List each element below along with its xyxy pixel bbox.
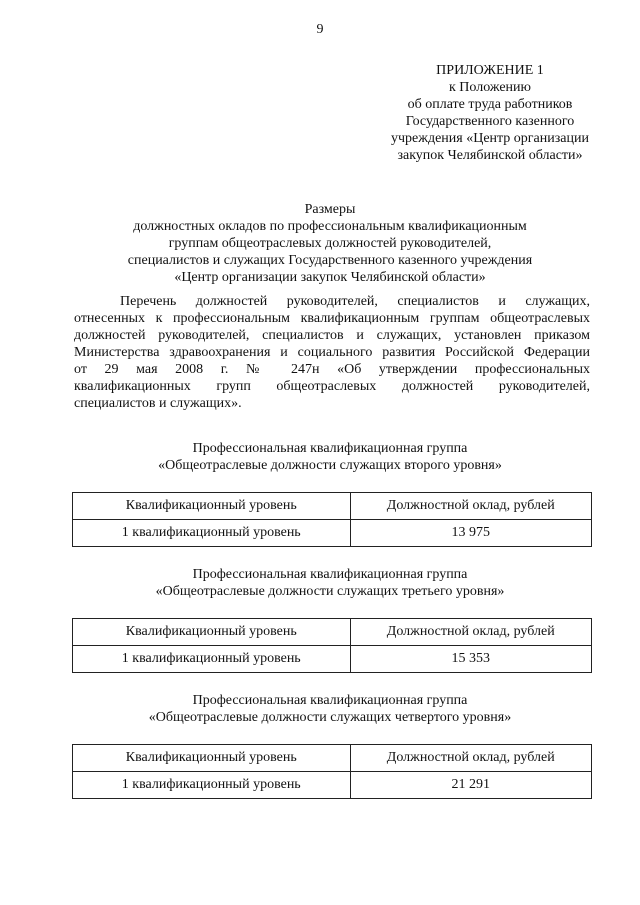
title-line: группам общеотраслевых должностей руководителей, (168, 236, 492, 251)
appendix-line: учреждения «Центр организации (391, 131, 589, 146)
cell-salary: 21 291 (350, 772, 592, 799)
column-header-salary: Должностной оклад, рублей (350, 493, 592, 520)
appendix-line: Государственного казенного (405, 114, 575, 129)
cell-salary: 15 353 (350, 646, 592, 673)
intro-line: должностей руководителей, специалистов и служащих, установлен приказом (74, 328, 590, 343)
intro-line: Перечень должностей руководителей, специалистов и служащих, (120, 294, 590, 309)
cell-level: 1 квалификационный уровень (73, 520, 351, 547)
group-heading-line: «Общеотраслевые должности служащих четвертого уровня» (148, 710, 512, 725)
intro-line: отнесенных к профессиональным квалификационным группам общеотраслевых (74, 311, 590, 326)
table-header-row (73, 619, 592, 646)
intro-line: специалистов и служащих». (74, 396, 242, 411)
salary-table-third-level (72, 618, 592, 673)
appendix-line: закупок Челябинской области» (397, 148, 583, 163)
intro-line: Министерства здравоохранения и социального развития Российской Федерации (74, 345, 590, 360)
column-header-level: Квалификационный уровень (73, 745, 351, 772)
table-row (73, 520, 592, 547)
intro-line: квалификационных групп общеотраслевых должностей руководителей, (74, 379, 590, 394)
title-line: «Центр организации закупок Челябинской области» (174, 270, 486, 285)
document-title (60, 201, 600, 286)
table-row (73, 772, 592, 799)
title-line: специалистов и служащих Государственного казенного учреждения (127, 253, 533, 268)
group-heading-second-level (60, 440, 600, 474)
appendix-line: к Положению (448, 80, 531, 95)
title-line: должностных окладов по профессиональным квалификационным (133, 219, 527, 234)
group-heading-fourth-level (60, 692, 600, 726)
cell-salary: 13 975 (350, 520, 592, 547)
group-heading-line: Профессиональная квалификационная группа (192, 693, 468, 708)
group-heading-third-level (60, 566, 600, 600)
table-row (73, 646, 592, 673)
group-heading-line: Профессиональная квалификационная группа (192, 567, 468, 582)
appendix-line: об оплате труда работников (407, 97, 573, 112)
group-heading-line: Профессиональная квалификационная группа (192, 441, 468, 456)
column-header-salary: Должностной оклад, рублей (350, 619, 592, 646)
group-heading-line: «Общеотраслевые должности служащих второго уровня» (158, 458, 502, 473)
appendix-line: ПРИЛОЖЕНИЕ 1 (436, 63, 544, 78)
column-header-level: Квалификационный уровень (73, 619, 351, 646)
table-header-row (73, 493, 592, 520)
salary-table-second-level (72, 492, 592, 547)
appendix-header (360, 62, 620, 164)
column-header-salary: Должностной оклад, рублей (350, 745, 592, 772)
column-header-level: Квалификационный уровень (73, 493, 351, 520)
cell-level: 1 квалификационный уровень (73, 646, 351, 673)
group-heading-line: «Общеотраслевые должности служащих третьего уровня» (155, 584, 505, 599)
salary-table-fourth-level (72, 744, 592, 799)
table-header-row (73, 745, 592, 772)
page-number: 9 (316, 22, 324, 37)
intro-line: от 29 мая 2008 г. № 247н «Об утверждении профессиональных (74, 362, 590, 377)
cell-level: 1 квалификационный уровень (73, 772, 351, 799)
title-line: Размеры (304, 202, 356, 217)
intro-paragraph (74, 293, 590, 412)
